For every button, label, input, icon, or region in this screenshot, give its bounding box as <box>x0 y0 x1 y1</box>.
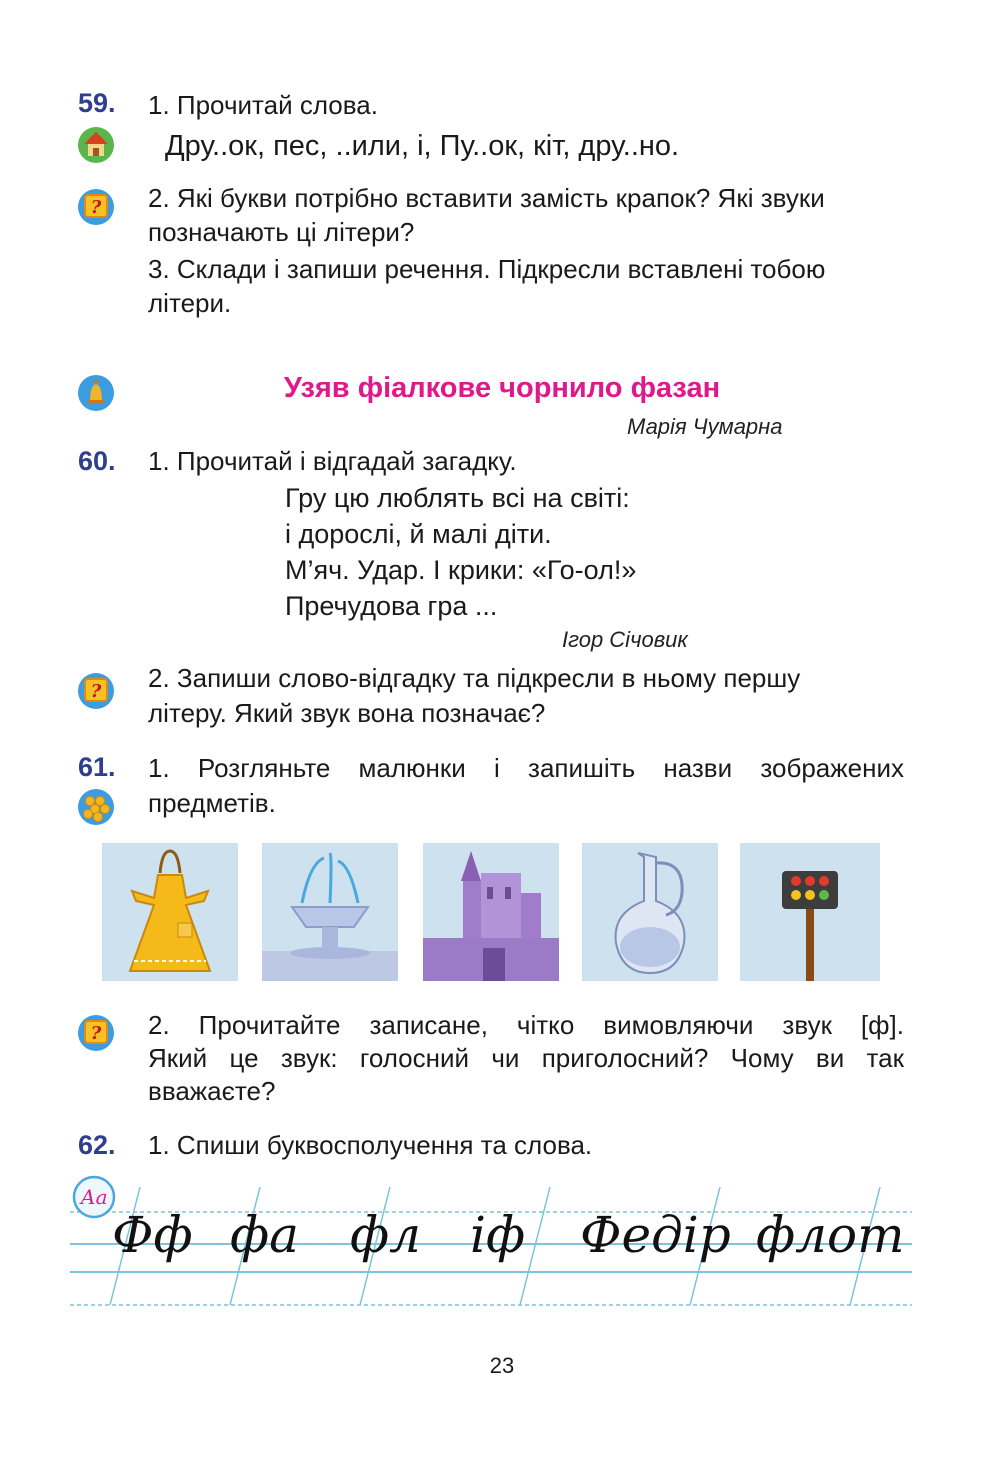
section-author: Марія Чумарна <box>627 414 783 439</box>
ex59-task3-line2: літери. <box>148 288 232 318</box>
fountain-picture <box>262 843 398 981</box>
apron-picture <box>102 843 238 981</box>
handwriting-Fedir: Федір <box>580 1206 731 1264</box>
poem-line-3: М’яч. Удар. І крики: «Го-ол!» <box>285 555 637 585</box>
poem-line-4: Пречудова гра ... <box>285 591 498 621</box>
ex59-words: Дру..ок, пес, ..или, і, Пу..ок, кіт, дру..но. <box>165 130 680 162</box>
castle-picture <box>423 843 559 981</box>
poem-author: Ігор Січовик <box>562 627 688 652</box>
question-icon <box>76 186 116 226</box>
svg-text:?: ? <box>90 197 102 218</box>
exercise-number-61: 61. <box>78 752 116 782</box>
ex59-task1: 1. Прочитай слова. <box>148 90 378 120</box>
exercise-number-59: 59. <box>78 88 116 118</box>
svg-text:?: ? <box>90 1023 102 1044</box>
ex59-task2-line1: 2. Які букви потрібно вставити замість крапок? Які звуки <box>148 183 825 213</box>
page-number: 23 <box>489 1353 515 1378</box>
handwriting-flot: флот <box>756 1206 905 1264</box>
ex59-task2-line2: позначають ці літери? <box>148 217 415 247</box>
ex61-task2-line1: 2. Прочитайте записане, чітко вимовляючи звук [ф]. <box>148 1010 904 1040</box>
exercise-number-60: 60. <box>78 446 116 476</box>
poem-line-1: Гру цю люблять всі на світі: <box>285 483 630 513</box>
ex61-task1-line2: предметів. <box>148 788 276 818</box>
traffic-light-picture <box>740 843 880 981</box>
question-icon <box>76 1012 116 1052</box>
house-icon <box>76 124 116 164</box>
ex61-task2-line3: вважаєте? <box>148 1076 276 1106</box>
question-icon <box>76 670 116 710</box>
exercise-number-62: 62. <box>78 1130 116 1160</box>
ex62-task1: 1. Спиши буквосполучення та слова. <box>148 1130 593 1160</box>
poem-line-2: і дорослі, й малі діти. <box>285 519 552 549</box>
handwriting-fl: фл <box>350 1206 421 1264</box>
svg-text:?: ? <box>90 681 102 702</box>
ex59-task3-line1: 3. Склади і запиши речення. Підкресли вставлені тобою <box>148 254 826 284</box>
svg-text:Аа: Аа <box>80 1185 108 1209</box>
handwriting-fa: фа <box>230 1206 299 1264</box>
section-title: Узяв фіалкове чорнило фазан <box>283 372 721 404</box>
ex60-task2-line2: літеру. Який звук вона позначає? <box>148 698 546 728</box>
ex60-task1: 1. Прочитай і відгадай загадку. <box>148 446 517 476</box>
writing-icon <box>72 1175 116 1219</box>
honeycomb-icon <box>76 786 116 826</box>
ex61-task1-line1: 1. Розгляньте малюнки і запишіть назви зображених <box>148 753 904 783</box>
jug-picture <box>582 843 718 981</box>
ex61-task2-line2: Який це звук: голосний чи приголосний? Чому ви так <box>148 1043 904 1073</box>
handwriting-if: іф <box>470 1206 526 1264</box>
ex60-task2-line1: 2. Запиши слово-відгадку та підкресли в ньому першу <box>148 663 801 693</box>
handwriting-Ff: Фф <box>112 1206 193 1264</box>
